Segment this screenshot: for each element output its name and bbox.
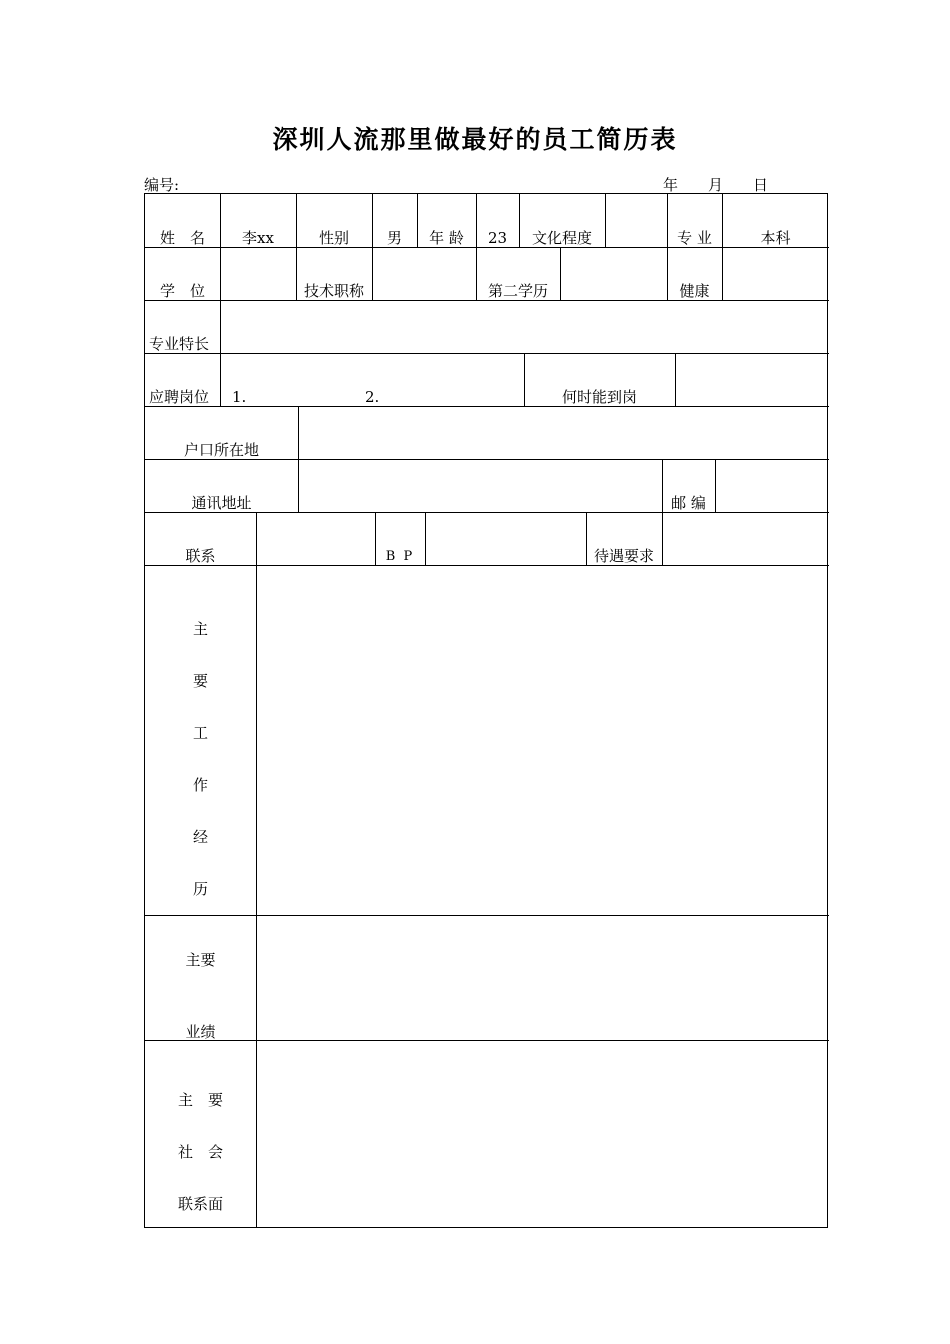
hukou-label: 户口所在地 [183, 441, 259, 459]
cell-divider [220, 247, 221, 300]
degree-label: 学 位 [159, 282, 205, 300]
cell-divider [662, 512, 663, 565]
cell-divider [722, 247, 723, 300]
date-label: 年 月 日 [663, 176, 769, 194]
work-history-label-char: 主 [192, 620, 208, 638]
serial-number-label: 编号: [144, 176, 180, 194]
health-label: 健康 [679, 282, 710, 300]
row-divider [145, 512, 829, 513]
position-option-1[interactable]: 1. [232, 388, 247, 406]
education-label: 文化程度 [531, 229, 592, 247]
address-label: 通讯地址 [191, 494, 252, 512]
cell-divider [220, 300, 221, 353]
cell-divider [605, 194, 606, 247]
name-value[interactable]: 李xx [242, 229, 274, 247]
contact-label: 联系 [185, 547, 216, 565]
cell-divider [256, 512, 257, 565]
cell-divider [675, 353, 676, 406]
social-label-line3: 联系面 [177, 1195, 223, 1213]
cell-divider [425, 512, 426, 565]
gender-value[interactable]: 男 [386, 229, 402, 247]
age-value[interactable]: 23 [487, 229, 508, 247]
second-degree-label: 第二学历 [487, 282, 548, 300]
major-label: 专 业 [677, 229, 712, 247]
form-title: 深圳人流那里做最好的员工简历表 [272, 125, 678, 154]
cell-divider [220, 353, 221, 406]
social-label-line1: 主 要 [177, 1091, 223, 1109]
social-content[interactable] [257, 1041, 829, 1227]
work-history-label-char: 经 [192, 828, 208, 846]
achievements-label-line1: 主要 [185, 951, 216, 969]
work-history-label-char: 要 [192, 672, 208, 690]
postcode-label: 邮 编 [671, 494, 706, 512]
resume-form-table [144, 193, 828, 1228]
achievements-label-line2: 业绩 [185, 1023, 216, 1041]
work-history-label-char: 作 [192, 776, 208, 794]
cell-divider [372, 247, 373, 300]
specialty-label: 专业特长 [149, 335, 210, 353]
achievements-content[interactable] [257, 916, 829, 1040]
row-divider [145, 300, 829, 301]
work-history-content[interactable] [257, 566, 829, 915]
work-history-label-char: 历 [192, 880, 208, 898]
major-value[interactable]: 本科 [760, 229, 791, 247]
position-label: 应聘岗位 [149, 388, 210, 406]
cell-divider [298, 406, 299, 459]
cell-divider [560, 247, 561, 300]
salary-label: 待遇要求 [593, 547, 654, 565]
start-date-label: 何时能到岗 [561, 388, 637, 406]
social-label-line2: 社 会 [177, 1143, 223, 1161]
row-divider [145, 406, 829, 407]
cell-divider [715, 459, 716, 512]
work-history-label-char: 工 [192, 724, 208, 742]
bp-label: B P [385, 549, 415, 564]
age-label: 年 龄 [429, 229, 464, 247]
row-divider [145, 353, 829, 354]
cell-divider [298, 459, 299, 512]
gender-label: 性别 [318, 229, 349, 247]
row-divider [145, 459, 829, 460]
tech-title-label: 技术职称 [303, 282, 364, 300]
name-label: 姓 名 [159, 229, 205, 247]
position-option-2[interactable]: 2. [365, 388, 380, 406]
row-divider [145, 247, 829, 248]
